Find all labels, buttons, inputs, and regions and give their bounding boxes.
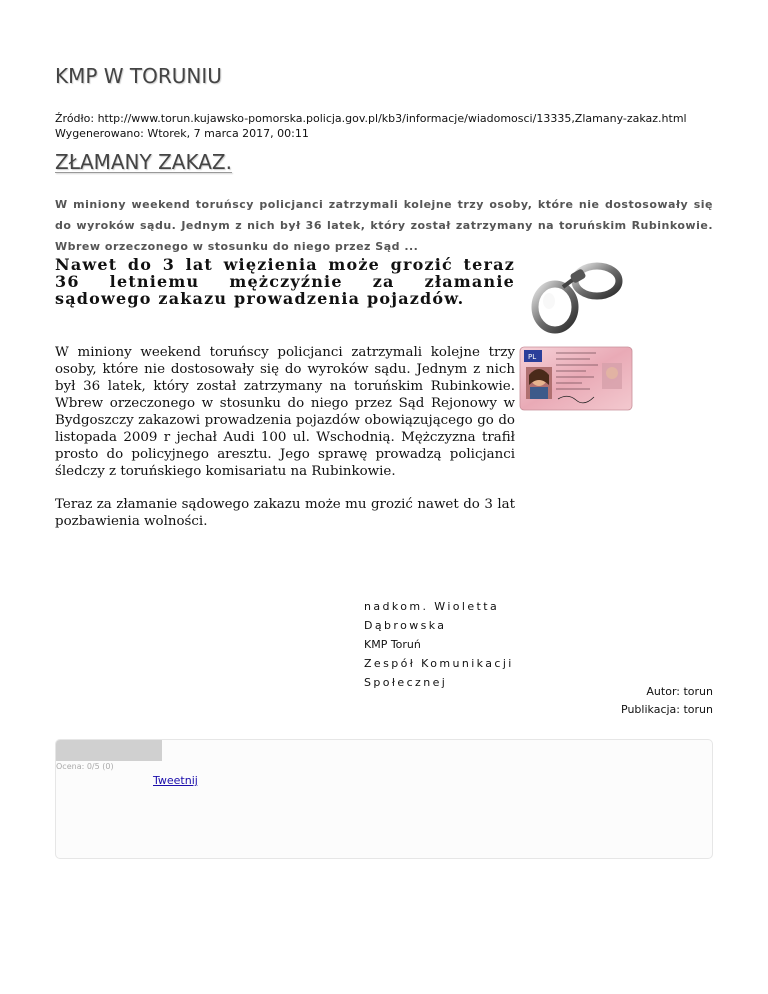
article-paragraph: Teraz za złamanie sądowego zakazu może mu grozić nawet do 3 lat pozbawienia wolności. <box>55 497 515 529</box>
author-info <box>621 683 713 719</box>
driving-license-photo <box>518 345 634 412</box>
article-lead: W miniony weekend toruńscy policjanci zatrzymali kolejne trzy osoby, które nie dostosowały się do wyroków sądu. Jednym z nich był 36 latek, który został zatrzymany na toruńskim Rubinkowie. Wbrew orzeczonego w stosunku do niego przez Sąd ... <box>55 198 713 253</box>
rating-label: Ocena: 0/5 (0) <box>56 762 114 771</box>
source-url: Źródło: http://www.torun.kujawsko-pomorska.policja.gov.pl/kb3/informacje/wiadomosci/13335,Zlamany-zakaz.html <box>55 112 687 125</box>
signature-team: Zespół Komunikacji <box>364 657 514 670</box>
signature-unit: KMP Toruń <box>364 638 421 651</box>
signature <box>364 597 516 692</box>
generated-date: Wygenerowano: Wtorek, 7 marca 2017, 00:11 <box>55 127 309 140</box>
tweet-link[interactable]: Tweetnij <box>153 774 198 787</box>
article-paragraph: W miniony weekend toruńscy policjanci zatrzymali kolejne trzy osoby, które nie dostosowały się do wyroków sądu. Jednym z nich był 36 latek, który został zatrzymany na toruńskim Rubinkowie. Wbrew orzeczonego w stosunku do niego przez Sąd Rejonowy w Bydgoszczy zakazowi prowadzenia pojazdów obowiązującego go do listopada 2009 r jechał Audi 100 ul. Wschodnią. Mężczyzna trafił prosto do policyjnego aresztu. Jego sprawę prowadzą policjanci śledczy z toruńskiego komisariatu na Rubinkowie. <box>55 345 515 479</box>
site-title: KMP W TORUNIU <box>55 64 222 88</box>
rating-stars-bar[interactable] <box>56 740 162 761</box>
article-title: ZŁAMANY ZAKAZ. <box>55 150 232 174</box>
handcuffs-photo <box>527 257 633 339</box>
license-country-code: PL <box>528 353 537 361</box>
signature-name: nadkom. Wioletta <box>364 600 500 613</box>
signature-surname: Dąbrowska <box>364 619 447 632</box>
rating-box <box>55 739 713 859</box>
signature-team-cont: Społecznej <box>364 676 448 689</box>
article-subhead: Nawet do 3 lat więzienia może grozić teraz 36 letniemu mężczyźnie za złamanie sądowego zakazu prowadzenia pojazdów. <box>55 255 515 308</box>
meta-info <box>55 111 687 141</box>
author-label: Autor: torun <box>646 685 713 698</box>
article-body <box>55 344 515 530</box>
publication-label: Publikacja: torun <box>621 703 713 716</box>
